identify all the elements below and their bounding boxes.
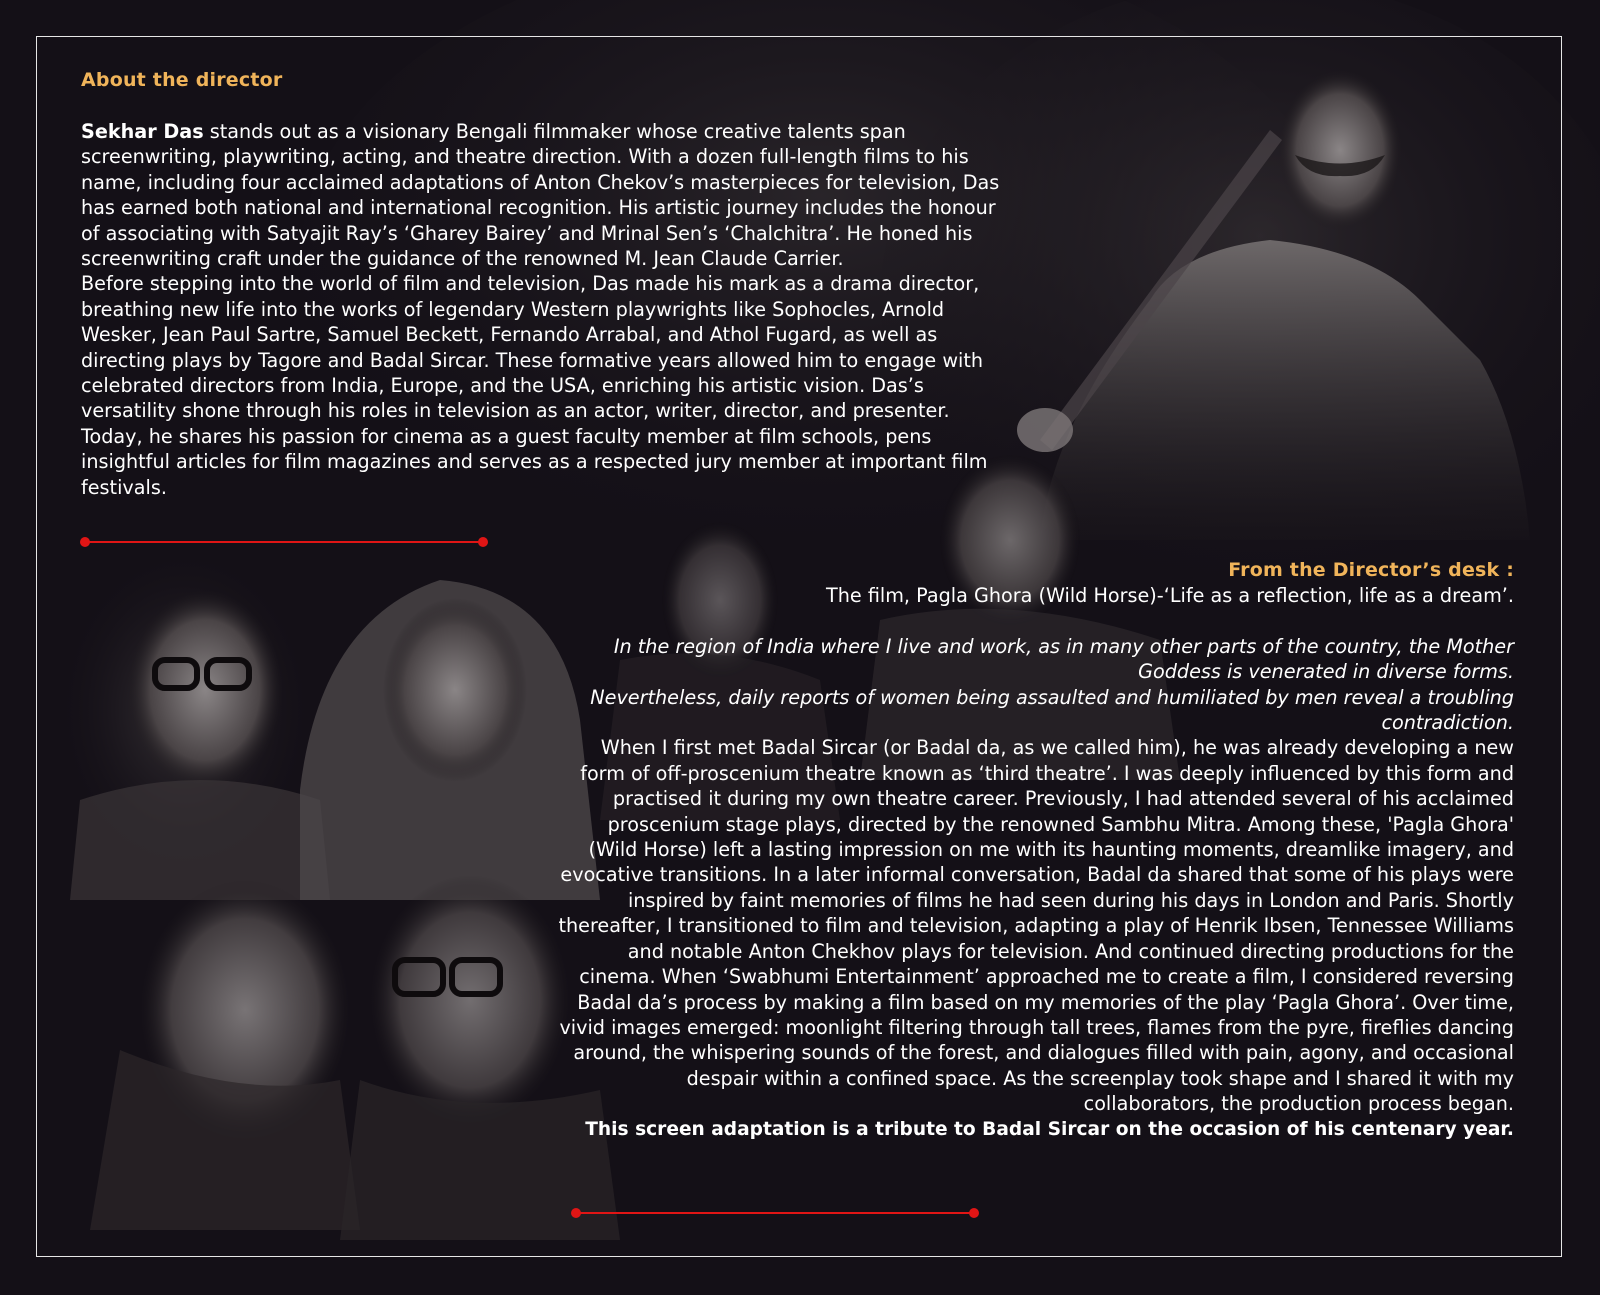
- about-paragraph-1-text: stands out as a visionary Bengali filmmaker whose creative talents span screenwriting, playwriting, acting, and theatre direction. With a dozen full-length films to his name, including four acclaimed adaptations of Anton Chekov’s masterpieces for television, Das has earned both national and international recognition. His artistic journey includes the honour of associating with Satyajit Ray’s ‘Gharey Bairey’ and Mrinal Sen’s ‘Chalchitra’. He honed his screenwriting craft under the guidance of the renowned M. Jean Claude Carrier.: [81, 120, 1000, 271]
- about-paragraph-2: Before stepping into the world of film and television, Das made his mark as a drama director, breathing new life into the works of legendary Western playwrights like Sophocles, Arnold Wesker, Jean Paul Sartre, Samuel Beckett, Fernando Arrabal, and Athol Fugard, as well as directing plays by Tagore and Badal Sircar. These formative years allowed him to engage with celebrated directors from India, Europe, and the USA, enriching his artistic vision. Das’s versatility shone through his roles in television as an actor, writer, director, and presenter. Today, he shares his passion for cinema as a guest faculty member at film schools, pens insightful articles for film magazines and serves as a respected jury member at important film festivals.: [81, 272, 988, 499]
- about-paragraph-1: [81, 119, 1011, 271]
- desk-heading: From the Director’s desk :: [1228, 559, 1514, 581]
- director-name: Sekhar Das: [81, 120, 204, 143]
- desk-closing: This screen adaptation is a tribute to Badal Sircar on the occasion of his centenary year.: [585, 1118, 1514, 1140]
- about-section: [81, 119, 1011, 500]
- desk-subtitle: The film, Pagla Ghora (Wild Horse)-‘Life as a reflection, life as a dream’.: [826, 584, 1514, 608]
- desk-italic-2: Nevertheless, daily reports of women being assaulted and humiliated by men reveal a troubling contradiction.: [590, 685, 1514, 735]
- desk-body: When I first met Badal Sircar (or Badal da, as we called him), he was already developing a new form of off-proscenium theatre known as ‘third theatre’. I was deeply influenced by this form and practised it during my own theatre career. Previously, I had attended several of his acclaimed proscenium stage plays, directed by the renowned Sambhu Mitra. Among these, 'Pagla Ghora' (Wild Horse) left a lasting impression on me with its haunting moments, dreamlike imagery, and evocative transitions. In a later informal conversation, Badal da shared that some of his plays were inspired by faint memories of films he had seen during his days in London and Paris. Shortly thereafter, I transitioned to film and television, adapting a play of Henrik Ibsen, Tennessee Williams and notable Anton Chekhov plays for television. And continued directing productions for the cinema. When ‘Swabhumi Entertainment’ approached me to create a film, I considered reversing Badal da’s process by making a film based on my memories of the play ‘Pagla Ghora’. Over time, vivid images emerged: moonlight filtering through tall trees, flames from the pyre, fireflies dancing around, the whispering sounds of the forest, and dialogues filled with pain, agony, and occasional despair within a confined space. As the screenplay took shape and I shared it with my collaborators, the production process began.: [558, 736, 1514, 1116]
- directors-desk-section: [554, 558, 1514, 1142]
- desk-italic-1: In the region of India where I live and work, as in many other parts of the country, the Mother Goddess is venerated in diverse forms.: [613, 634, 1514, 684]
- about-divider: [85, 541, 483, 543]
- desk-divider: [576, 1212, 974, 1214]
- about-heading: About the director: [81, 69, 283, 91]
